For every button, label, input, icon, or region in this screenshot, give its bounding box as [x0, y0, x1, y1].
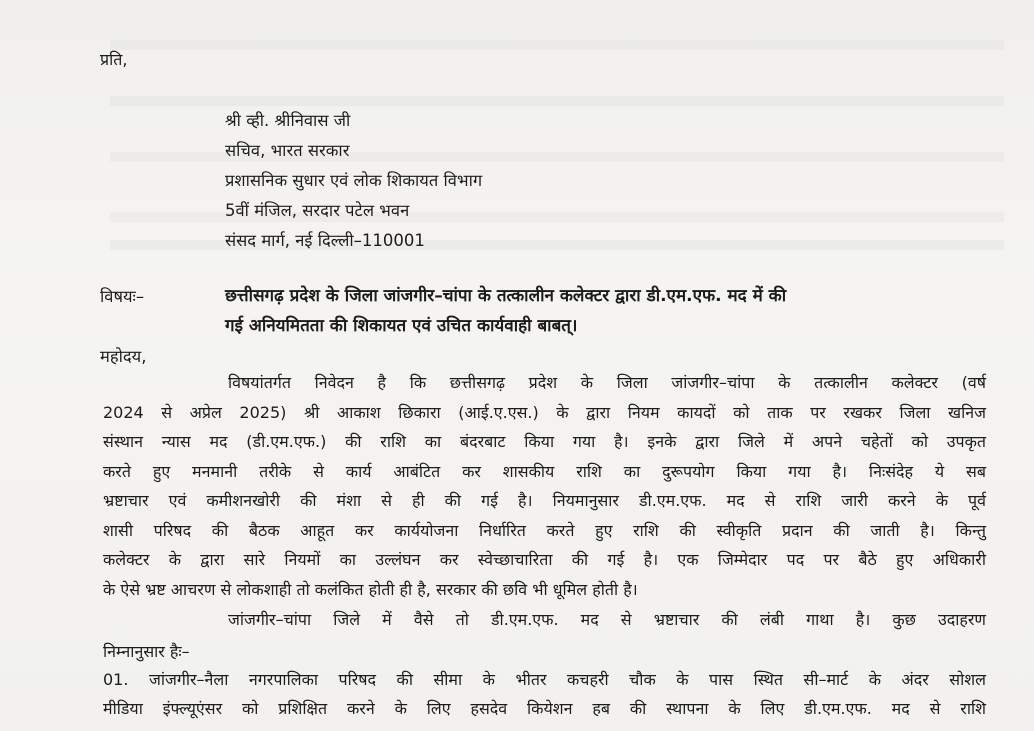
show-through-text: [110, 96, 1004, 106]
subject-line: गई अनियमितता की शिकायत एवं उचित कार्यवाही बाबत्।: [225, 316, 578, 336]
subject-label: विषयः–: [100, 287, 145, 306]
subject-line: छत्तीसगढ़ प्रदेश के जिला जांजगीर–चांपा के तत्कालीन कलेक्टर द्वारा डी.एम.एफ. मद में की: [225, 286, 787, 306]
paragraph-line: निम्नानुसार हैः–: [103, 642, 190, 661]
list-item-line: मीडिया इंफ्ल्यूएंसर को प्रशिक्षित करने के लिए हसदेव कियेशन हब की स्थापना के लिए डी.एम.एफ. मद से राशि: [103, 699, 986, 718]
paragraph-line: कलेक्टर के द्वारा सारे नियमों का उल्लंघन कर स्वेच्छाचारिता की गई है। एक जिम्मेदार पद पर बैठे हुए अधिकारी: [103, 550, 986, 569]
address-line: सचिव, भारत सरकार: [225, 141, 350, 160]
show-through-text: [110, 40, 1004, 50]
address-line: श्री व्ही. श्रीनिवास जी: [225, 111, 351, 130]
paragraph-line: संस्थान न्यास मद (डी.एम.एफ.) की राशि का बंदरबाट किया गया है। इनके द्वारा जिले में अपने चहेतों को उपकृत: [103, 432, 986, 451]
paragraph-line: विषयांतर्गत निवेदन है कि छत्तीसगढ़ प्रदेश के जिला जांजगीर–चांपा के तत्कालीन कलेक्टर (वर्ष: [228, 373, 986, 392]
salutation: प्रति,: [100, 50, 128, 69]
address-line: संसद मार्ग, नई दिल्ली–110001: [225, 231, 425, 250]
paragraph-line: के ऐसे भ्रष्ट आचरण से लोकशाही तो कलंकित होती ही है, सरकार की छवि भी धूमिल होती है।: [103, 580, 638, 599]
address-line: प्रशासनिक सुधार एवं लोक शिकायत विभाग: [225, 171, 483, 190]
list-item-line: 01. जांजगीर–नैला नगरपालिका परिषद की सीमा के भीतर कचहरी चौक के पास स्थित सी–मार्ट के अंदर सोशल: [103, 670, 986, 689]
paragraph-line: भ्रष्टाचार एवं कमीशनखोरी की मंशा से ही की गई है। नियमानुसार डी.एम.एफ. मद से राशि जारी करने के पूर्व: [103, 491, 986, 510]
paragraph-line: 2024 से अप्रेल 2025) श्री आकाश छिकारा (आई.ए.एस.) के द्वारा नियम कायदों को ताक पर रखकर जिला खनिज: [103, 403, 986, 422]
greeting: महोदय,: [100, 347, 147, 366]
paragraph-line: जांजगीर–चांपा जिले में वैसे तो डी.एम.एफ. मद से भ्रष्टाचार की लंबी गाथा है। कुछ उदाहरण: [228, 610, 986, 629]
paragraph-line: करते हुए मनमानी तरीके से कार्य आबंटित कर शासकीय राशि का दुरूपयोग किया गया है। निःसंदेह ये सब: [103, 462, 986, 481]
paragraph-line: शासी परिषद की बैठक आहूत कर कार्ययोजना निर्धारित करते हुए राशि की स्वीकृति प्रदान की जाती है। किन्तु: [103, 521, 986, 540]
address-line: 5वीं मंजिल, सरदार पटेल भवन: [225, 201, 410, 220]
